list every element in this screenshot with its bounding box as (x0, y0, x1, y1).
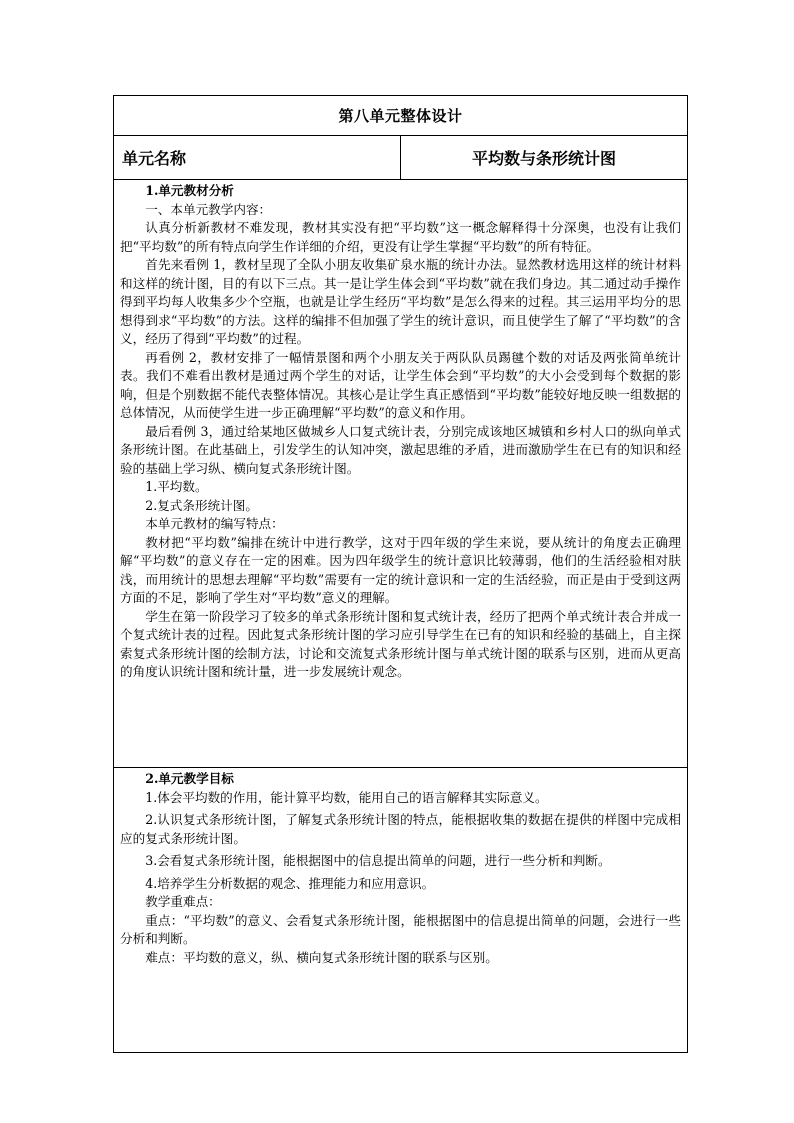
paragraph: 本单元教材的编写特点： (145, 516, 284, 531)
paragraph: 最后看例 3，通过给某地区做城乡人口复式统计表，分别完成该地区城镇和乡村人口的纵向单式条形统计图。在此基础上，引发学生的认知冲突，激起思维的矛盾，进而激励学生在已有的知识和经验的基础上学习纵、横向复式条形统计图。 (120, 423, 681, 476)
paragraph: 1.体会平均数的作用，能计算平均数，能用自己的语言解释其实际意义。 (145, 789, 548, 805)
unit-name-label: 单元名称 (114, 136, 401, 180)
paragraph: 一、本单元教学内容： (145, 201, 272, 217)
title-row (114, 96, 688, 136)
material-analysis-cell (114, 180, 688, 768)
unit-name-row (114, 136, 688, 180)
unit-name-value: 平均数与条形统计图 (401, 136, 688, 180)
teaching-goals-row (114, 768, 688, 1053)
unit-design-table (113, 95, 688, 1053)
section-heading: 1.单元教材分析 (145, 183, 234, 198)
teaching-goals-section (120, 770, 681, 1050)
paragraph: 重点：“平均数”的意义、会看复式条形统计图，能根据图中的信息提出简单的问题，会进行一些分析和判断。 (120, 912, 681, 946)
teaching-goals-cell (114, 768, 688, 1053)
paragraph: 再看例 2，教材安排了一幅情景图和两个小朋友关于两队队员踢毽个数的对话及两张简单统计表。我们不难看出教材是通过两个学生的对话，让学生体会到“平均数”的大小会受到每个数据的影响，但是个别数据不能代表整体情况。其核心是让学生真正感悟到“平均数”能较好地反映一组数据的总体情况，从而使学生进一步正确理解“平均数”的意义和作用。 (120, 349, 681, 420)
paragraph: 教材把“平均数”编排在统计中进行教学，这对于四年级的学生来说，要从统计的角度去正确理解“平均数”的意义存在一定的困难。因为四年级学生的统计意识比较薄弱，他们的生活经验相对肤浅，而用统计的思想去理解“平均数”需要有一定的统计意识和一定的生活经验，而正是由于受到这两方面的不足，影响了学生对“平均数”意义的理解。 (120, 534, 681, 605)
paragraph: 2.认识复式条形统计图，了解复式条形统计图的特点，能根据收集的数据在提供的样图中完成相应的复式条形统计图。 (120, 812, 681, 846)
material-analysis-section (120, 182, 681, 765)
paragraph: 学生在第一阶段学习了较多的单式条形统计图和复式统计表，经历了把两个单式统计表合并成一个复式统计表的过程。因此复式条形统计图的学习应引导学生在已有的知识和经验的基础上，自主探索复式条形统计图的绘制方法，讨论和交流复式条形统计图与单式统计图的联系与区别，进而从更高的角度认识统计图和统计量，进一步发展统计观念。 (120, 608, 681, 679)
paragraph: 难点：平均数的意义，纵、横向复式条形统计图的联系与区别。 (145, 949, 498, 965)
section-heading: 2.单元教学目标 (145, 771, 234, 786)
document-title: 第八单元整体设计 (114, 96, 688, 136)
paragraph: 4.培养学生分析数据的观念、推理能力和应用意识。 (145, 875, 435, 891)
paragraph: 1.平均数。 (145, 479, 208, 494)
paragraph: 认真分析新教材不难发现，教材其实没有把“平均数”这一概念解释得十分深奥，也没有让我们把“平均数”的所有特点向学生作详细的介绍，更没有让学生掌握“平均数”的所有特征。 (120, 220, 681, 254)
paragraph: 2.复式条形统计图。 (145, 497, 258, 513)
paragraph: 首先来看例 1，教材呈现了全队小朋友收集矿泉水瓶的统计办法。显然教材选用这样的统计材料和这样的统计图，目的有以下三点。其一是让学生体会到“平均数”就在我们身边。其二通过动手操作得到平均每人收集多少个空瓶，也就是让学生经历“平均数”是怎么得来的过程。其三运用平均分的思想得到求“平均数”的方法。这样的编排不但加强了学生的统计意识，而且使学生了解了“平均数”的含义，经历了得到“平均数”的过程。 (120, 257, 681, 346)
paragraph: 3.会看复式条形统计图，能根据图中的信息提出简单的问题，进行一些分析和判断。 (145, 853, 611, 868)
paragraph: 教学重难点： (145, 894, 221, 909)
material-analysis-row (114, 180, 688, 768)
